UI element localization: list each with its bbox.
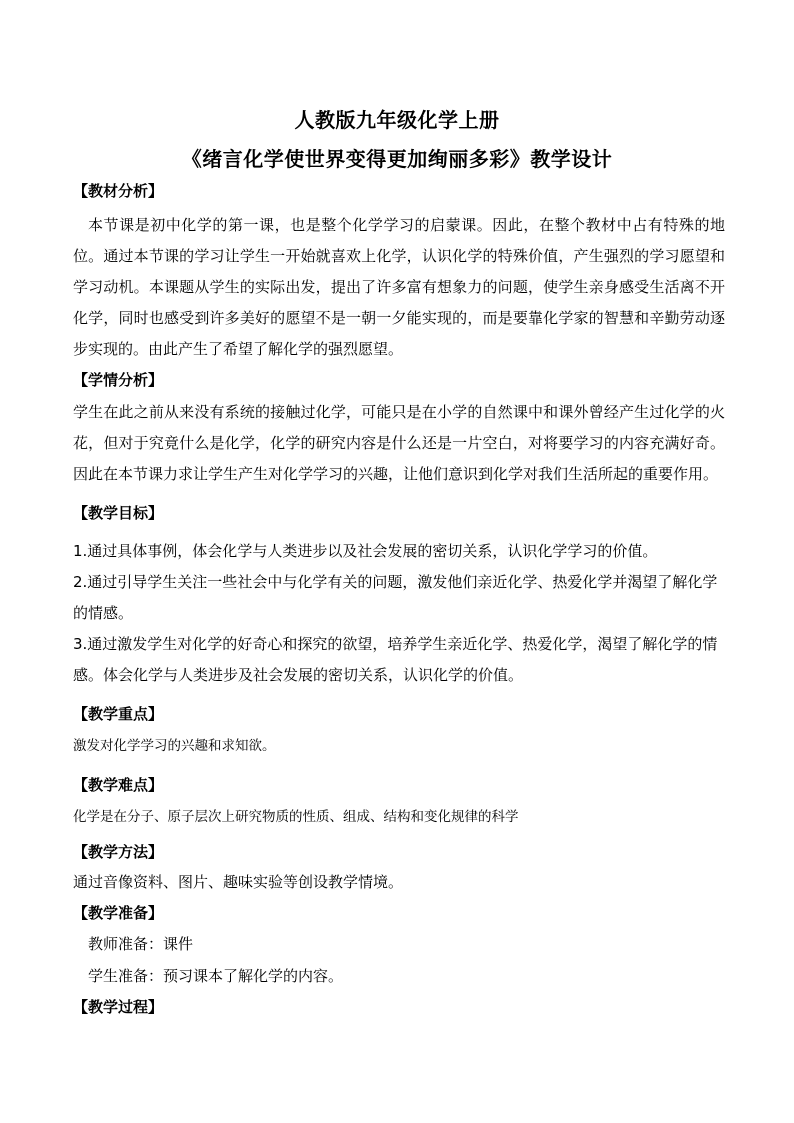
document-body <box>73 176 725 1022</box>
section-heading-goals: 【教学目标】 <box>73 504 164 522</box>
students-analysis-text: 学生在此之前从来没有系统的接触过化学，可能只是在小学的自然课中和课外曾经产生过化学的火花，但对于究竟什么是化学，化学的研究内容是什么还是一片空白，对将要学习的内容充满好奇。因此在本节课力求让学生产生对化学学习的兴趣，让他们意识到化学对我们生活所起的重要作用。 <box>73 403 725 483</box>
difficulties-text: 化学是在分子、原子层次上研究物质的性质、组成、结构和变化规律的科学 <box>73 809 519 825</box>
document-subtitle: 《绪言化学使世界变得更加绚丽多彩》教学设计 <box>181 147 613 171</box>
section-heading-materials: 【教材分析】 <box>73 182 164 200</box>
materials-analysis-text: 本节课是初中化学的第一课，也是整个化学学习的启蒙课。因此，在整个教材中占有特殊的地位。通过本节课的学习让学生一开始就喜欢上化学，认识化学的特殊价值，产生强烈的学习愿望和学习动机。本课题从学生的实际出发，提出了许多富有想象力的问题，使学生亲身感受生活离不开化学，同时也感受到许多美好的愿望不是一朝一夕能实现的，而是要靠化学家的智慧和辛勤劳动逐步实现的。由此产生了希望了解化学的强烈愿望。 <box>73 216 725 358</box>
document-title: 人教版九年级化学上册 <box>294 108 500 132</box>
key-points-text: 激发对化学学习的兴趣和求知欲。 <box>73 738 276 754</box>
section-heading-preparation: 【教学准备】 <box>73 904 164 922</box>
methods-text: 通过音像资料、图片、趣味实验等创设教学情境。 <box>73 873 404 891</box>
section-heading-process: 【教学过程】 <box>73 998 164 1016</box>
section-heading-students: 【学情分析】 <box>73 371 164 389</box>
section-heading-difficulties: 【教学难点】 <box>73 776 164 794</box>
section-heading-methods: 【教学方法】 <box>73 843 164 861</box>
goal-item: 2.通过引导学生关注一些社会中与化学有关的问题，激发他们亲近化学、热爱化学并渴望了解化学的情感。 <box>73 573 718 622</box>
goal-item: 3.通过激发学生对化学的好奇心和探究的欲望，培养学生亲近化学、热爱化学，渴望了解化学的情感。体会化学与人类进步及社会发展的密切关系，认识化学的价值。 <box>73 635 718 684</box>
student-preparation: 学生准备：预习课本了解化学的内容。 <box>88 967 344 985</box>
goal-item: 1.通过具体事例，体会化学与人类进步以及社会发展的密切关系，认识化学学习的价值。 <box>73 542 658 560</box>
section-heading-key-points: 【教学重点】 <box>73 705 164 723</box>
teacher-preparation: 教师准备：课件 <box>88 935 194 953</box>
